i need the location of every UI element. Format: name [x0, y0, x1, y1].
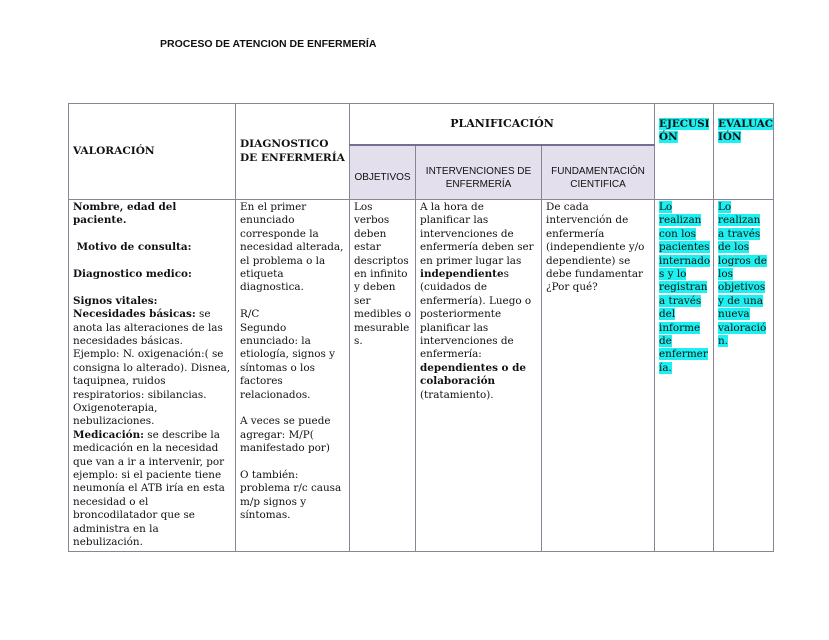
header-diagnostico: DIAGNOSTICO DE ENFERMERÍA: [236, 104, 350, 200]
cell-fundamentacion: De cada intervención de enfermería (independiente y/o dependiente) se debe fundamentar ¿Por qué?: [542, 200, 655, 552]
subheader-objetivos: OBJETIVOS: [350, 145, 416, 200]
header-evaluacion: EVALUAC IÓN: [714, 104, 774, 200]
cell-diagnostico: En el primer enunciado corresponde la necesidad alterada, el problema o la etiqueta diagnostica. R/C Segundo enunciado: la etiología, signos y síntomas o los factores relacionados. A veces se puede agregar: M/P( manifestado por) O también: problema r/c causa m/p signos y síntomas.: [236, 200, 350, 552]
content-row: [69, 200, 774, 552]
cell-evaluacion: Lo realizan a través de los logros de los objetivos y de una nueva valoració n.: [714, 200, 774, 552]
subheader-intervenciones: INTERVENCIONES DE ENFERMERÍA: [416, 145, 542, 200]
header-row-1: [69, 104, 774, 146]
cell-intervenciones: A la hora de planificar las intervenciones de enfermería deben ser en primer lugar las independientes (cuidados de enfermería). Luego o posteriormente planificar las intervenciones de enfermería: dependientes o de colaboración (tratamiento).: [416, 200, 542, 552]
cell-objetivos: Los verbos deben estar descriptos en infinito y deben ser medibles o mesurable s.: [350, 200, 416, 552]
header-ejecucion: EJECUSI ÓN: [655, 104, 714, 200]
cell-valoracion: Nombre, edad del paciente. Motivo de consulta: Diagnostico medico: Signos vitales: Necesidades básicas: se anota las alteraciones de las necesidades básicas. Ejemplo: N. oxigenación:( se consigna lo alterado). Disnea, taquipnea, ruidos respiratorios: sibilancias. Oxigenoterapia, nebulizaciones. Medicación: se describe la medicación en la necesidad que van a ir a intervenir, por ejemplo: si el paciente tiene neumonía el ATB iría en esta necesidad o el broncodilatador que se administra en la nebulización.: [69, 200, 236, 552]
header-planificacion: PLANIFICACIÓN: [350, 104, 655, 146]
cell-ejecucion: Lo realizan con los pacientes internado s y lo registran a través del informe de enfermer ía.: [655, 200, 714, 552]
document-title: PROCESO DE ATENCION DE ENFERMERÍA: [160, 38, 377, 50]
subheader-fundamentacion: FUNDAMENTACIÓN CIENTIFICA: [542, 145, 655, 200]
header-valoracion: VALORACIÓN: [69, 104, 236, 200]
nursing-process-table: [68, 103, 774, 552]
